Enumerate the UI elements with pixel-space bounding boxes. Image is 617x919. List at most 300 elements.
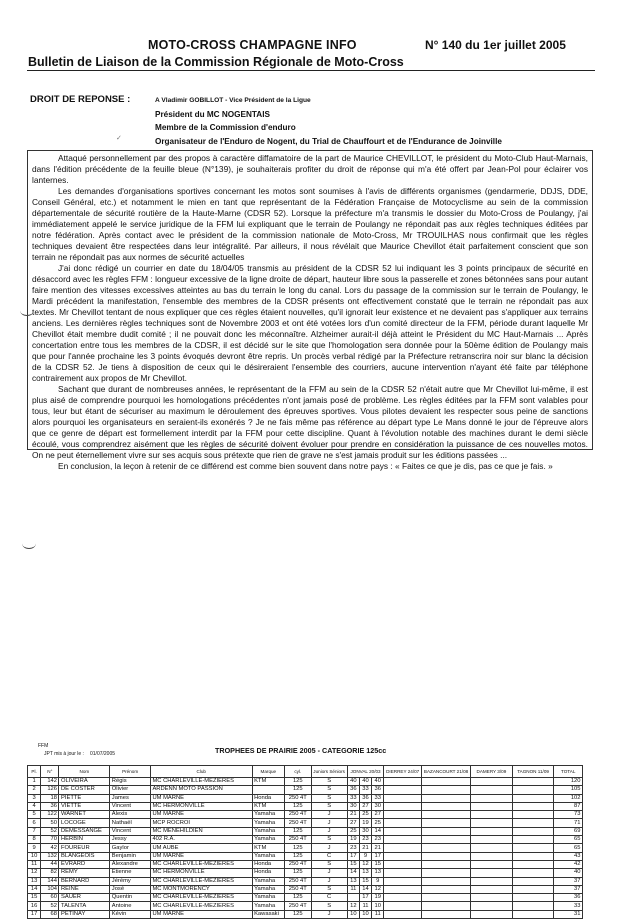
- table-cell: [384, 852, 422, 860]
- table-cell: S: [311, 794, 347, 802]
- table-cell: 15: [359, 877, 371, 885]
- table-row: [28, 869, 583, 877]
- table-row: [28, 860, 583, 868]
- table-cell: 30: [359, 827, 371, 835]
- table-cell: [384, 844, 422, 852]
- table-cell: 12: [347, 902, 359, 910]
- table-cell: 70: [41, 836, 59, 844]
- recipient-line: Président du MC NOGENTAIS: [155, 109, 270, 119]
- table-cell: 73: [554, 811, 583, 819]
- table-cell: 17: [372, 852, 384, 860]
- table-cell: 12: [359, 860, 371, 868]
- table-cell: S: [311, 778, 347, 786]
- bulletin-subtitle: Bulletin de Liaison de la Commission Régionale de Moto-Cross: [28, 55, 404, 69]
- table-cell: 122: [41, 811, 59, 819]
- table-cell: 125: [285, 894, 311, 902]
- table-cell: MC CHARLEVILLE-MEZIERES: [150, 894, 252, 902]
- table-cell: Honda: [252, 869, 285, 877]
- table-cell: 125: [285, 786, 311, 794]
- table-cell: 27: [372, 811, 384, 819]
- col-header: Juniors Séniors: [311, 766, 347, 778]
- table-cell: [422, 827, 471, 835]
- recipient-line: Membre de la Commission d'enduro: [155, 123, 296, 133]
- table-cell: J: [311, 910, 347, 918]
- table-cell: 65: [554, 844, 583, 852]
- table-cell: DEMESSANGE: [59, 827, 110, 835]
- table-cell: [471, 778, 513, 786]
- table-cell: 17: [359, 894, 371, 902]
- table-cell: Yamaha: [252, 877, 285, 885]
- table-cell: [422, 894, 471, 902]
- table-cell: Yamaha: [252, 836, 285, 844]
- table-cell: Olivier: [110, 786, 151, 794]
- table-cell: 250 4T: [285, 836, 311, 844]
- table-cell: 250 4T: [285, 794, 311, 802]
- table-cell: [384, 869, 422, 877]
- table-cell: 36: [554, 894, 583, 902]
- table-cell: VIETTE: [59, 802, 110, 810]
- table-cell: 27: [359, 802, 371, 810]
- table-cell: 52: [41, 827, 59, 835]
- table-cell: Alexis: [110, 811, 151, 819]
- table-cell: UM MARNE: [150, 794, 252, 802]
- table-cell: 126: [41, 786, 59, 794]
- table-cell: 37: [554, 877, 583, 885]
- table-cell: [471, 885, 513, 893]
- recipient-line: A Vladimir GOBILLOT - Vice Président de la Ligue: [155, 97, 311, 104]
- table-cell: 16: [28, 902, 41, 910]
- table-cell: 69: [554, 827, 583, 835]
- table-cell: 33: [554, 902, 583, 910]
- table-cell: 125: [285, 802, 311, 810]
- table-cell: Honda: [252, 794, 285, 802]
- col-header: cyl.: [285, 766, 311, 778]
- table-cell: [471, 802, 513, 810]
- table-cell: BLANGEOIS: [59, 852, 110, 860]
- table-cell: 14: [28, 885, 41, 893]
- table-cell: 21: [347, 811, 359, 819]
- table-row: [28, 802, 583, 810]
- table-cell: S: [311, 786, 347, 794]
- table-cell: SAUER: [59, 894, 110, 902]
- table-cell: 11: [359, 902, 371, 910]
- table-cell: [384, 902, 422, 910]
- table-cell: 102: [554, 794, 583, 802]
- table-cell: 36: [359, 794, 371, 802]
- table-cell: J: [311, 869, 347, 877]
- table-cell: TALENTA: [59, 902, 110, 910]
- table-cell: REMY: [59, 869, 110, 877]
- table-cell: 250 4T: [285, 811, 311, 819]
- table-cell: 2: [28, 786, 41, 794]
- table-cell: [512, 860, 554, 868]
- table-cell: 3: [28, 794, 41, 802]
- col-header: TAGNON 11/09: [512, 766, 554, 778]
- col-header: DAMERY 3/09: [471, 766, 513, 778]
- table-cell: MC MENEHILDIEN: [150, 827, 252, 835]
- table-cell: UM AUBE: [150, 844, 252, 852]
- table-cell: 23: [347, 844, 359, 852]
- table-cell: [422, 852, 471, 860]
- table-cell: [512, 794, 554, 802]
- table-cell: 250 4T: [285, 819, 311, 827]
- table-cell: 18: [41, 794, 59, 802]
- table-cell: 9: [359, 852, 371, 860]
- table-cell: 65: [554, 836, 583, 844]
- table-cell: 250 4T: [285, 902, 311, 910]
- table-cell: Kévin: [110, 910, 151, 918]
- table-cell: Vincent: [110, 827, 151, 835]
- table-cell: ARDENN MOTO PASSION: [150, 786, 252, 794]
- table-cell: [471, 794, 513, 802]
- table-cell: MCP ROCROI: [150, 819, 252, 827]
- table-cell: 10: [347, 910, 359, 918]
- table-cell: 44: [41, 860, 59, 868]
- table-cell: [512, 811, 554, 819]
- table-cell: MC CHARLEVILLE-MEZIERES: [150, 778, 252, 786]
- paragraph: Sachant que durant de nombreuses années, le représentant de la FFM au sein de la CDSR 52 n'était autre que Mr Chevillot lui-même, il est plus aisé de comprendre pourquoi les homologations précédentes n'ont jamais posé de problème. Les règles éditées par la FFM sont valables pour tous, leur but étant de sécuriser au maximum le déroulement des épreuves sportives. Vous pilotes devaient les respecter sous peine de sanctions alors pourquoi les organisateurs en seraient-ils exonérés ? Je ne fais même pas référence au départ type Le Mans donné le jour de l'épreuve alors que ce genre de départ est formellement interdit par la FFM pour cette discipline. Quant à l'évolution notable des machines durant le demi siècle écoulé, vous comprendrez aisément que les règles de sécurité doivent évoluer pour prendre en considération la puissance de ces nouvelles motos. On ne peut éternellement vivre sur ses acquis sous prétexte que rien de grave ne s'est jamais produit sur les éditions passées ...: [32, 384, 588, 460]
- table-cell: [422, 786, 471, 794]
- table-cell: [512, 885, 554, 893]
- paragraph: Attaqué personnellement par des propos à caractère diffamatoire de la part de Maurice CHEVILLOT, le président du Moto-Club Haut-Marnais, dans l'édition précédente de la feuille bleue (N°139), je souhaiterais profiter du droit de réponse qui m'a été offert par Jean-Pol pour éclairer vos lanternes.: [32, 153, 588, 185]
- table-cell: [422, 902, 471, 910]
- table-cell: EVRARD: [59, 860, 110, 868]
- table-cell: 9: [372, 877, 384, 885]
- table-cell: 402 R.A.: [150, 836, 252, 844]
- table-cell: 6: [28, 819, 41, 827]
- table-cell: [512, 894, 554, 902]
- table-cell: 43: [554, 852, 583, 860]
- table-cell: 14: [372, 827, 384, 835]
- table-cell: 10: [359, 910, 371, 918]
- table-cell: [422, 836, 471, 844]
- table-row: [28, 827, 583, 835]
- col-header: TOTAL: [554, 766, 583, 778]
- table-cell: 31: [554, 910, 583, 918]
- table-cell: REINE: [59, 885, 110, 893]
- table-cell: [252, 786, 285, 794]
- table-cell: 13: [347, 877, 359, 885]
- table-cell: [512, 852, 554, 860]
- table-cell: [512, 802, 554, 810]
- table-cell: Alexandre: [110, 860, 151, 868]
- table-cell: [422, 819, 471, 827]
- table-updated-date: 01/07/2005: [90, 751, 116, 757]
- table-cell: [384, 786, 422, 794]
- table-cell: Jessy: [110, 836, 151, 844]
- table-cell: LOCOGE: [59, 819, 110, 827]
- table-cell: KTM: [252, 802, 285, 810]
- paragraph: J'ai donc rédigé un courrier en date du 18/04/05 transmis au président de la CDSR 52 lui indiquant les 3 points principaux de sécurité en désaccord avec les règles FFM : longueur excessive de la ligne droite de départ, hauteur libre sous la passerelle et zones bétonnées sans pour autant faire mention des vitesses excessives atteintes au bas du terrain le long du canal. Lors du passage de la commission sur le terrain de Poulangy, le Mardi précédent la manifestation, l'ensemble des membres de la CDSR présents ont effectivement constaté que le terrain ne répondait pas aux textes. Mr Chevillot tentant de nous expliquer que ces règles étaient nouvelles, qu'il ignorait leur existence et ne devaient pas s'appliquer aux terrains anciens. Les dernières règles techniques sont de Novembre 2003 et ont été votées lors d'un comité directeur de la FFM, période durant laquelle Mr Chevillot était membre dudit comité ; il ne pouvait donc les méconnaître. Alzheimer aurait-il déjà atteint le Président du MC Haut-Marnais ... Après concertation entre tous les membres de la CDSR, il est décidé sur le site que l'homologation sera donnée pour la 50ème édition de Poulangy mais que pour l'année prochaine les 3 points évoqués devront être repris. Un procès verbal rédigé par la Préfecture retranscrira noir sur blanc la décision de la CDSR 52. Je tiens à disposition de ceux qui le désireraient l'ensemble des courriers, aucune intervention n'ayant été faite par téléphone contrairement aux propos de Mr Chevillot.: [32, 263, 588, 383]
- table-cell: Régis: [110, 778, 151, 786]
- col-header: Marque: [252, 766, 285, 778]
- table-cell: 36: [372, 786, 384, 794]
- table-cell: [422, 910, 471, 918]
- table-cell: [471, 844, 513, 852]
- table-cell: KTM: [252, 778, 285, 786]
- paragraph: Les demandes d'organisations sportives concernant les motos sont soumises à l'avis de différents organismes (gendarmerie, DDJS, DDE, Conseil Général, etc.) et notamment le mien en tant que représentant de la Fédération Française de Motocyclisme au sein de la commission départementale de sécurité routière de la Haute-Marne (CDSR 52). Lorsque la préfecture m'a transmis le dossier du Moto-Cross de Poulangy, j'ai immédiatement appelé le service juridique de la FFM lui expliquant que le terrain de Poulangy ne répondait pas aux règles techniques éditées par notre fédération. Après contact avec le président de la commission nationale de Moto-Cross, Mr TROUILHAS nous confirmait que les règles techniques devaient être respectées dans leur intégralité. Par ailleurs, il nous révélait que Maurice Chevillot était parfaitement conscient que son terrain ne répondait pas aux normes de sécurité actuelles: [32, 186, 588, 262]
- table-cell: 40: [554, 869, 583, 877]
- table-cell: [512, 910, 554, 918]
- table-cell: 104: [41, 885, 59, 893]
- table-cell: 19: [372, 894, 384, 902]
- table-cell: [384, 811, 422, 819]
- table-cell: 12: [28, 869, 41, 877]
- table-cell: MC CHARLEVILLE-MEZIERES: [150, 860, 252, 868]
- table-cell: [471, 877, 513, 885]
- table-cell: OLIVEIRA: [59, 778, 110, 786]
- table-cell: [471, 860, 513, 868]
- table-cell: WARNET: [59, 811, 110, 819]
- table-cell: Etienne: [110, 869, 151, 877]
- table-cell: Yamaha: [252, 852, 285, 860]
- table-cell: [471, 836, 513, 844]
- table-cell: [471, 852, 513, 860]
- table-cell: [471, 819, 513, 827]
- table-header-row: [28, 766, 583, 778]
- article-body: [27, 150, 593, 471]
- table-cell: MC CHARLEVILLE-MEZIERES: [150, 902, 252, 910]
- table-cell: 15: [347, 860, 359, 868]
- table-cell: 25: [347, 827, 359, 835]
- col-header: DIERREY 24/07: [384, 766, 422, 778]
- table-cell: [422, 885, 471, 893]
- table-cell: 125: [285, 844, 311, 852]
- table-cell: [422, 869, 471, 877]
- table-cell: UM MARNE: [150, 910, 252, 918]
- table-cell: 12: [372, 885, 384, 893]
- col-header: Nom: [59, 766, 110, 778]
- table-cell: 40: [347, 778, 359, 786]
- table-cell: 5: [28, 811, 41, 819]
- table-updated-label: JPT mis à jour le :: [44, 751, 84, 757]
- table-cell: J: [311, 844, 347, 852]
- table-cell: 4: [28, 802, 41, 810]
- table-cell: MC CHARLEVILLE-MEZIERES: [150, 877, 252, 885]
- table-cell: 250 4T: [285, 885, 311, 893]
- table-cell: 17: [347, 852, 359, 860]
- table-cell: 30: [372, 802, 384, 810]
- table-cell: 13: [28, 877, 41, 885]
- table-cell: 142: [41, 778, 59, 786]
- table-row: [28, 819, 583, 827]
- issue-number: N° 140 du 1er juillet 2005: [425, 38, 566, 52]
- table-cell: C: [311, 894, 347, 902]
- table-cell: UM MARNE: [150, 811, 252, 819]
- table-cell: 25: [359, 811, 371, 819]
- table-cell: [512, 877, 554, 885]
- table-cell: Kawasaki: [252, 910, 285, 918]
- table-row: [28, 894, 583, 902]
- table-cell: 52: [41, 902, 59, 910]
- table-row: [28, 910, 583, 918]
- table-cell: 125: [285, 778, 311, 786]
- table-cell: 15: [28, 894, 41, 902]
- table-cell: [422, 811, 471, 819]
- table-cell: 250 4T: [285, 877, 311, 885]
- table-cell: MC HERMONVILLE: [150, 802, 252, 810]
- table-cell: [512, 836, 554, 844]
- paragraph: En conclusion, la leçon à retenir de ce différend est comme bien souvent dans notre pays : « Faites ce que je dis, pas ce que je fais. »: [58, 461, 553, 471]
- table-cell: J: [311, 819, 347, 827]
- table-cell: 15: [372, 860, 384, 868]
- table-cell: Yamaha: [252, 902, 285, 910]
- table-cell: PETINAY: [59, 910, 110, 918]
- col-header: Club: [150, 766, 252, 778]
- table-cell: Yamaha: [252, 819, 285, 827]
- table-cell: 14: [359, 885, 371, 893]
- table-cell: 11: [347, 885, 359, 893]
- results-table: [27, 765, 583, 919]
- table-cell: [471, 827, 513, 835]
- table-cell: [512, 827, 554, 835]
- table-row: [28, 836, 583, 844]
- table-cell: [512, 786, 554, 794]
- table-cell: 36: [347, 786, 359, 794]
- table-cell: 14: [347, 869, 359, 877]
- table-cell: S: [311, 902, 347, 910]
- table-cell: 132: [41, 852, 59, 860]
- table-cell: 42: [554, 860, 583, 868]
- pen-mark: ✓: [116, 135, 122, 142]
- table-cell: HERBIN: [59, 836, 110, 844]
- table-cell: Yamaha: [252, 885, 285, 893]
- table-cell: 42: [41, 844, 59, 852]
- table-cell: [422, 860, 471, 868]
- table-cell: Honda: [252, 860, 285, 868]
- table-cell: [512, 844, 554, 852]
- table-row: [28, 877, 583, 885]
- table-cell: [384, 860, 422, 868]
- table-cell: J: [311, 877, 347, 885]
- table-cell: Yamaha: [252, 894, 285, 902]
- table-cell: 50: [41, 819, 59, 827]
- table-cell: S: [311, 860, 347, 868]
- table-cell: 250 4T: [285, 860, 311, 868]
- table-title: TROPHEES DE PRAIRIE 2005 - CATEGORIE 125cc: [215, 746, 387, 755]
- table-cell: 11: [28, 860, 41, 868]
- table-cell: Nathaël: [110, 819, 151, 827]
- table-cell: [384, 819, 422, 827]
- table-cell: 21: [372, 844, 384, 852]
- table-cell: [384, 827, 422, 835]
- header-rule: [27, 70, 595, 71]
- table-cell: J: [311, 811, 347, 819]
- table-cell: 25: [372, 819, 384, 827]
- table-row: [28, 811, 583, 819]
- table-cell: 60: [41, 894, 59, 902]
- table-cell: [384, 910, 422, 918]
- punch-hole: [22, 538, 36, 549]
- droit-recipient: [155, 94, 502, 148]
- table-cell: PIETTE: [59, 794, 110, 802]
- table-cell: Gaylor: [110, 844, 151, 852]
- table-cell: [422, 778, 471, 786]
- table-cell: 13: [372, 869, 384, 877]
- table-cell: [384, 778, 422, 786]
- table-cell: MC MONTMORENCY: [150, 885, 252, 893]
- table-cell: FOUREUR: [59, 844, 110, 852]
- table-cell: Quentin: [110, 894, 151, 902]
- table-cell: 125: [285, 869, 311, 877]
- table-cell: BERNARD: [59, 877, 110, 885]
- col-header: BAZANCOURT 21/08: [422, 766, 471, 778]
- table-cell: José: [110, 885, 151, 893]
- table-cell: 120: [554, 778, 583, 786]
- table-cell: [512, 869, 554, 877]
- col-header: JONVAL 20/03: [347, 766, 384, 778]
- table-cell: Yamaha: [252, 827, 285, 835]
- table-cell: 19: [347, 836, 359, 844]
- table-cell: 10: [28, 852, 41, 860]
- table-cell: UM MARNE: [150, 852, 252, 860]
- table-cell: 17: [28, 910, 41, 918]
- table-cell: [471, 786, 513, 794]
- col-header: Pl.: [28, 766, 41, 778]
- table-cell: Jérémy: [110, 877, 151, 885]
- table-cell: 68: [41, 910, 59, 918]
- table-cell: [471, 902, 513, 910]
- table-cell: [512, 778, 554, 786]
- table-cell: 23: [359, 836, 371, 844]
- table-cell: 71: [554, 819, 583, 827]
- table-cell: 1: [28, 778, 41, 786]
- table-cell: [347, 894, 359, 902]
- table-cell: Vincent: [110, 802, 151, 810]
- table-cell: [422, 794, 471, 802]
- table-cell: [512, 902, 554, 910]
- table-cell: 30: [347, 802, 359, 810]
- table-org: FFM: [38, 743, 49, 749]
- table-cell: Antoine: [110, 902, 151, 910]
- table-cell: [471, 910, 513, 918]
- table-cell: Benjamin: [110, 852, 151, 860]
- table-cell: [422, 877, 471, 885]
- table-cell: James: [110, 794, 151, 802]
- table-cell: 40: [359, 778, 371, 786]
- col-header: Prénom: [110, 766, 151, 778]
- table-row: [28, 794, 583, 802]
- table-row: [28, 786, 583, 794]
- table-cell: 125: [285, 852, 311, 860]
- table-cell: [471, 811, 513, 819]
- table-cell: KTM: [252, 844, 285, 852]
- recipient-line: Organisateur de l'Enduro de Nogent, du Trial de Chauffourt et de l'Endurance de Joinville: [155, 136, 502, 146]
- table-row: [28, 902, 583, 910]
- header-title: MOTO-CROSS CHAMPAGNE INFO: [148, 38, 357, 52]
- table-cell: 33: [359, 786, 371, 794]
- table-cell: 40: [372, 778, 384, 786]
- table-cell: 19: [359, 819, 371, 827]
- table-cell: 10: [372, 902, 384, 910]
- table-cell: [384, 877, 422, 885]
- table-row: [28, 885, 583, 893]
- table-cell: S: [311, 885, 347, 893]
- table-cell: S: [311, 802, 347, 810]
- punch-hole: [20, 305, 34, 316]
- table-cell: 7: [28, 827, 41, 835]
- table-cell: 27: [347, 819, 359, 827]
- table-cell: 82: [41, 869, 59, 877]
- table-cell: [422, 802, 471, 810]
- table-cell: 125: [285, 827, 311, 835]
- table-cell: 33: [347, 794, 359, 802]
- table-cell: 37: [554, 885, 583, 893]
- table-cell: C: [311, 852, 347, 860]
- table-cell: 9: [28, 844, 41, 852]
- droit-label: DROIT DE REPONSE :: [30, 94, 131, 105]
- table-cell: 33: [372, 794, 384, 802]
